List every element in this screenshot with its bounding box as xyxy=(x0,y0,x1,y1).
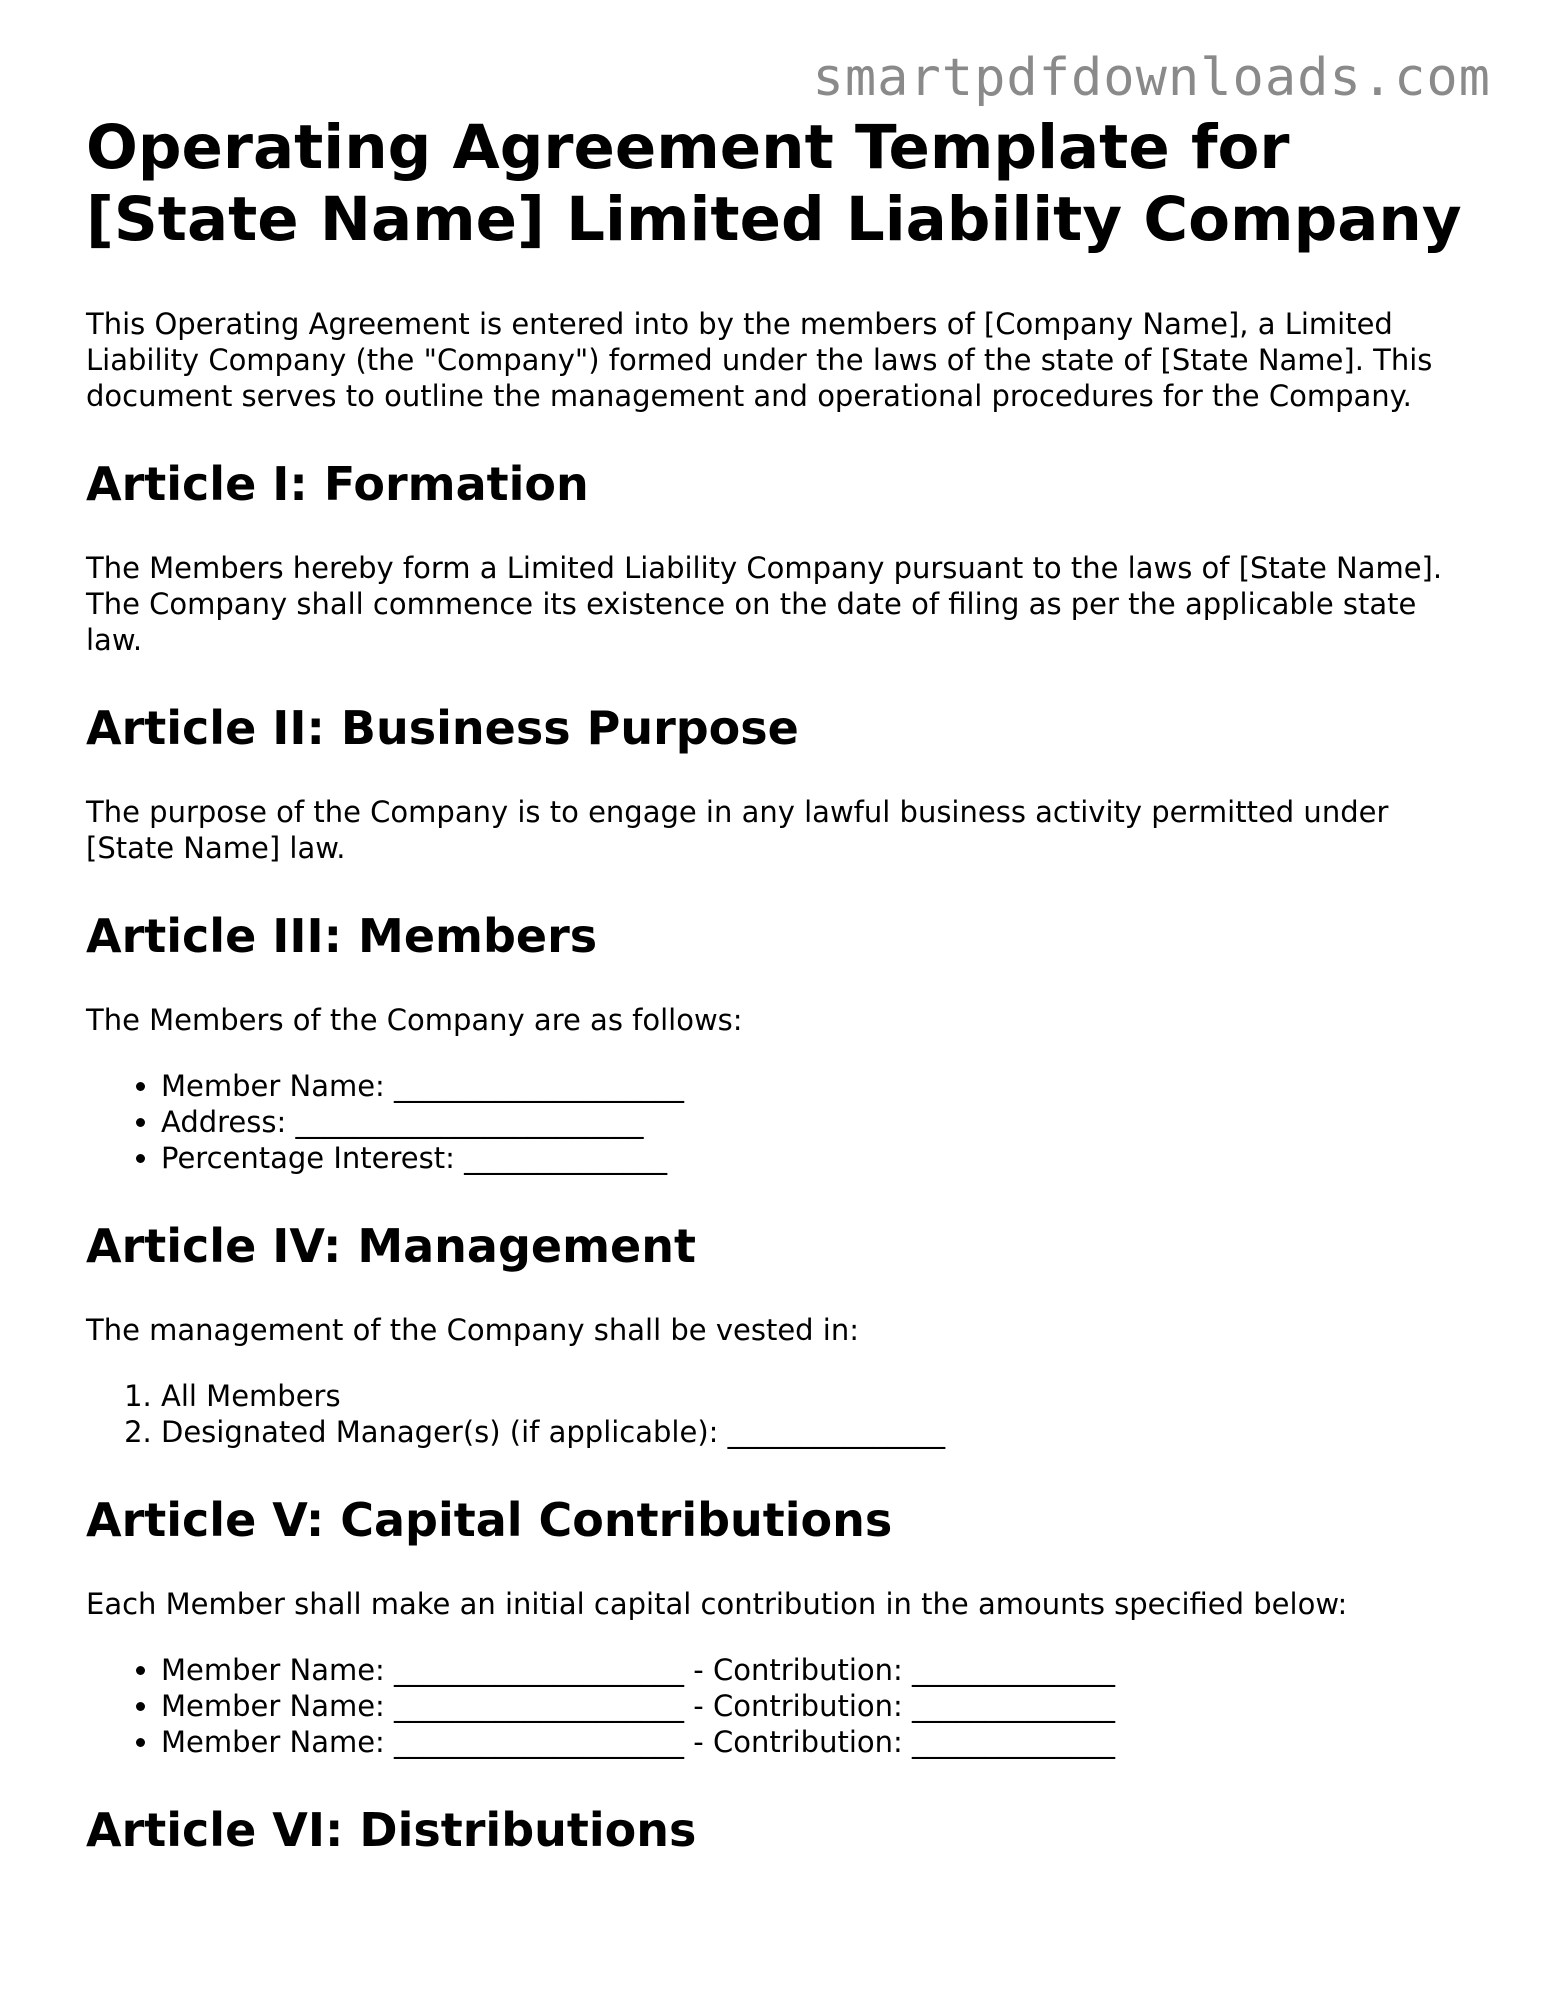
management-list xyxy=(86,1378,1476,1450)
article-1-body: The Members hereby form a Limited Liability Company pursuant to the laws of [State Name]. The Company shall commence its existence on the date of filing as per the applicable state law. xyxy=(86,551,1443,657)
list-item: 2. Designated Manager(s) (if applicable): _______________ xyxy=(161,1414,1476,1450)
list-item: • Member Name: ____________________ - Contribution: ______________ xyxy=(161,1688,1476,1724)
members-list xyxy=(86,1068,1476,1176)
article-2-heading: Article II: Business Purpose xyxy=(86,701,799,755)
article-5-body: Each Member shall make an initial capital contribution in the amounts specified below: xyxy=(86,1587,1348,1621)
list-item: • Percentage Interest: ______________ xyxy=(161,1140,1476,1176)
watermark: smartpdfdownloads.com xyxy=(812,48,1491,108)
article-4-heading: Article IV: Management xyxy=(86,1219,696,1273)
article-4-body: The management of the Company shall be vested in: xyxy=(86,1313,860,1347)
article-1-heading: Article I: Formation xyxy=(86,457,589,511)
list-item: • Member Name: ____________________ xyxy=(161,1068,1476,1104)
article-5-heading: Article V: Capital Contributions xyxy=(86,1493,893,1547)
contributions-list xyxy=(86,1652,1476,1760)
document-page xyxy=(86,112,1476,1896)
list-item: • Member Name: ____________________ - Contribution: ______________ xyxy=(161,1724,1476,1760)
article-2-body: The purpose of the Company is to engage in any lawful business activity permitted under [State Name] law. xyxy=(86,795,1389,865)
list-item: • Member Name: ____________________ - Contribution: ______________ xyxy=(161,1652,1476,1688)
article-3-heading: Article III: Members xyxy=(86,909,598,963)
list-item: • Address: ________________________ xyxy=(161,1104,1476,1140)
list-item: 1. All Members xyxy=(161,1378,1476,1414)
intro-paragraph: This Operating Agreement is entered into by the members of [Company Name], a Limited Liability Company (the "Company") formed under the laws of the state of [State Name]. This document serves to outline the management and operational procedures for the Company. xyxy=(86,307,1433,413)
document-title: Operating Agreement Template for [State Name] Limited Liability Company xyxy=(86,112,1462,255)
article-3-body: The Members of the Company are as follows: xyxy=(86,1003,743,1037)
article-6-heading: Article VI: Distributions xyxy=(86,1803,697,1857)
